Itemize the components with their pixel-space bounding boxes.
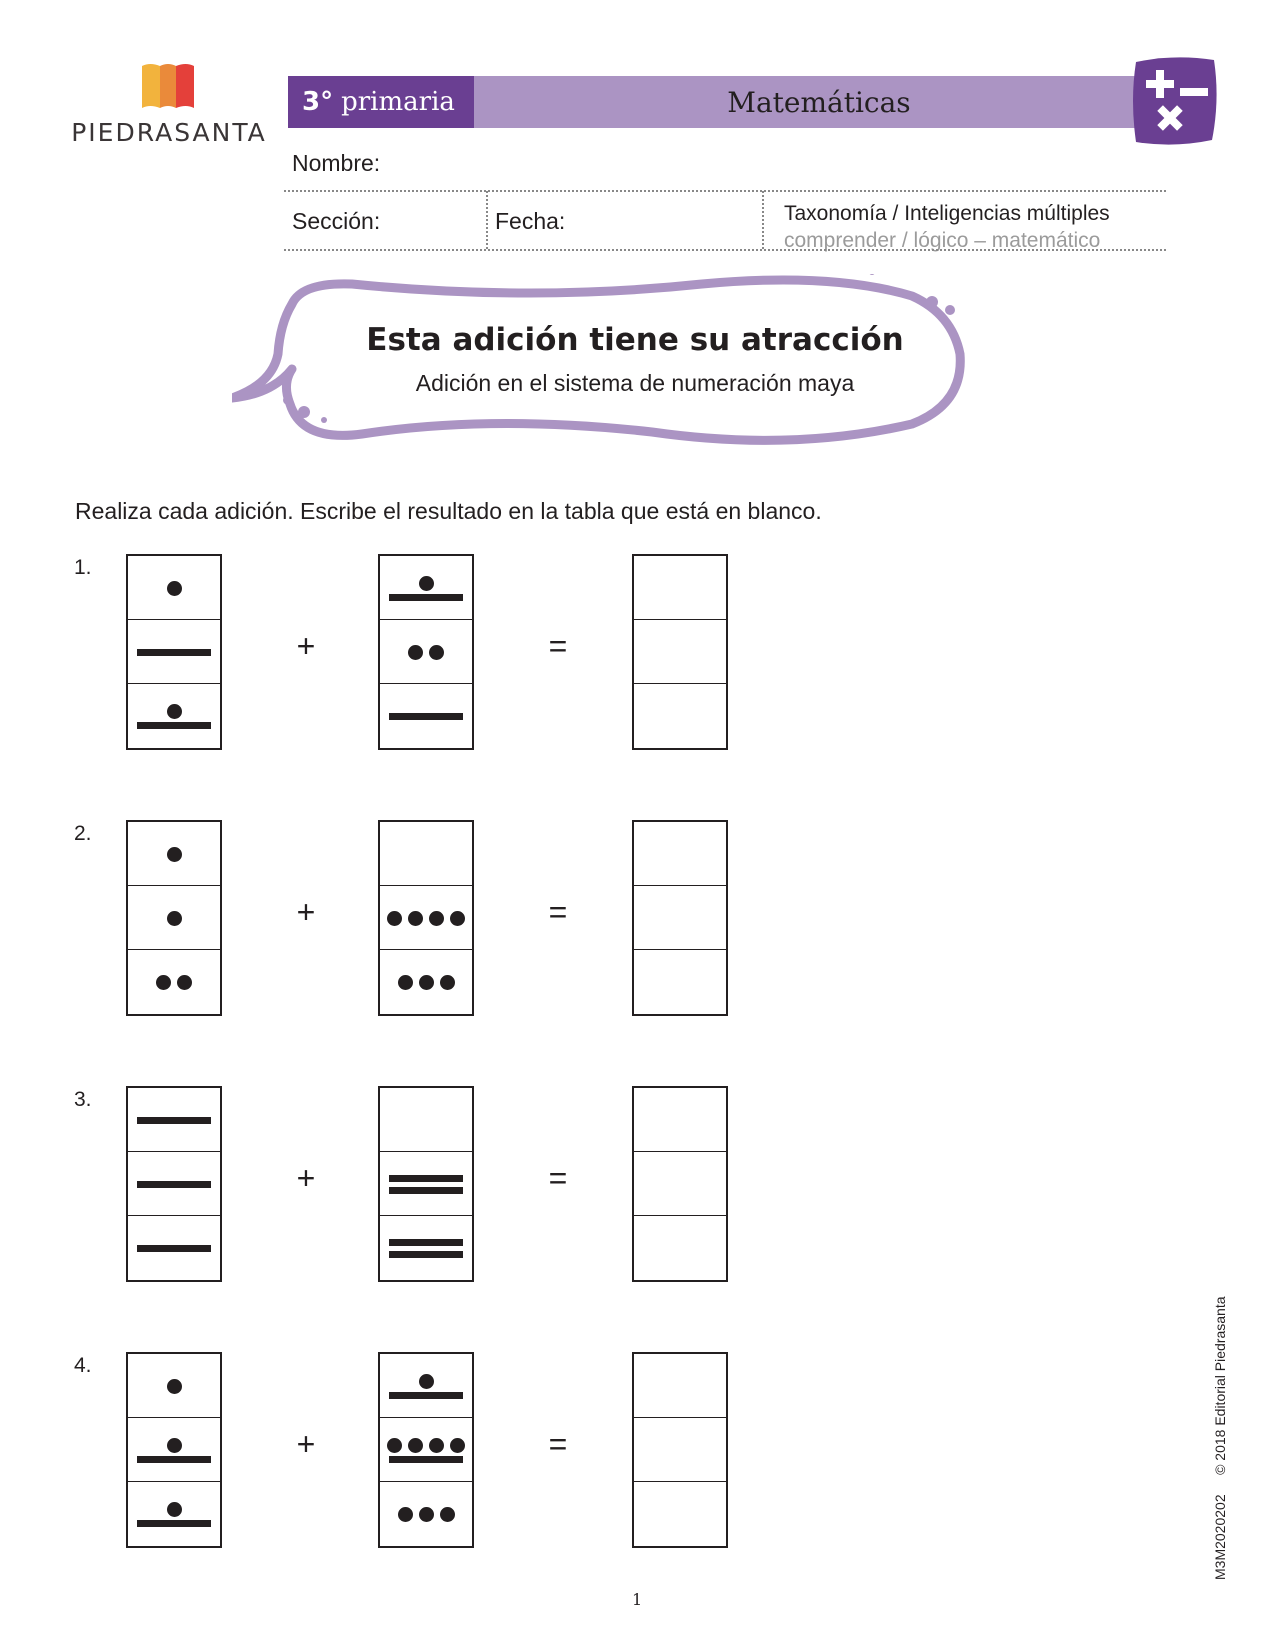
maya-dots: [398, 1507, 455, 1522]
maya-numeral: [128, 886, 220, 950]
maya-bar: [137, 1245, 211, 1252]
maya-dots: [408, 645, 444, 660]
maya-dot: [167, 704, 182, 719]
equals-sign: =: [548, 1160, 568, 1196]
copyright-text: © 2018 Editorial Piedrasanta: [1212, 1296, 1228, 1475]
maya-dot: [167, 911, 182, 926]
maya-dot: [398, 1507, 413, 1522]
equals-sign: =: [548, 894, 568, 930]
addend-1-table: [126, 554, 222, 750]
maya-dots: [167, 1502, 182, 1517]
grade-level: primaria: [341, 87, 455, 117]
maya-dot: [387, 911, 402, 926]
maya-level: [128, 950, 220, 1014]
equals-sign: =: [548, 1426, 568, 1462]
maya-dot: [408, 911, 423, 926]
maya-level: [380, 886, 472, 950]
maya-numeral: [380, 822, 472, 886]
maya-numeral: [380, 1418, 472, 1482]
grade-label: [288, 76, 474, 128]
answer-cell[interactable]: [634, 886, 726, 950]
grade-number: 3°: [302, 87, 334, 117]
equals-sign: =: [548, 628, 568, 664]
maya-bar: [389, 1239, 463, 1246]
footer-credits: [1212, 1296, 1228, 1580]
math-operations-icon: [1128, 54, 1220, 148]
nombre-label: Nombre:: [292, 150, 381, 176]
piedrasanta-logo-icon: [140, 62, 196, 112]
maya-level: [380, 620, 472, 684]
title-cloud-frame: [232, 274, 992, 454]
maya-dot: [440, 1507, 455, 1522]
exercise-number: 2.: [74, 822, 92, 845]
maya-bar: [137, 1181, 211, 1188]
maya-dot: [177, 975, 192, 990]
taxonomy-values: comprender / lógico – matemático: [784, 229, 1101, 252]
maya-dot: [167, 1379, 182, 1394]
maya-numeral: [128, 1354, 220, 1418]
maya-dot: [167, 1438, 182, 1453]
maya-level: [128, 1418, 220, 1482]
maya-bar: [137, 1520, 211, 1527]
plus-sign: +: [296, 894, 316, 930]
maya-dot: [408, 1438, 423, 1453]
maya-level: [128, 1088, 220, 1152]
maya-level: [380, 950, 472, 1014]
activity-subtitle: Adición en el sistema de numeración maya: [415, 370, 855, 396]
maya-bar: [137, 649, 211, 656]
maya-dots: [156, 975, 192, 990]
addend-1-table: [126, 1352, 222, 1548]
maya-bar: [137, 722, 211, 729]
maya-numeral: [380, 556, 472, 620]
addend-2-table: [378, 554, 474, 750]
maya-level: [380, 1354, 472, 1418]
maya-numeral: [128, 1152, 220, 1216]
nombre-line: [284, 190, 1166, 192]
maya-dot: [450, 911, 465, 926]
maya-level: [128, 620, 220, 684]
answer-cell[interactable]: [634, 950, 726, 1014]
exercise-number: 3.: [74, 1088, 92, 1111]
answer-cell[interactable]: [634, 1088, 726, 1152]
maya-dot: [167, 847, 182, 862]
maya-level: [380, 1152, 472, 1216]
maya-bar: [389, 594, 463, 601]
maya-numeral: [380, 684, 472, 748]
addend-1-table: [126, 1086, 222, 1282]
maya-bar: [137, 1456, 211, 1463]
maya-level: [380, 684, 472, 748]
maya-dot: [156, 975, 171, 990]
subject-title: Matemáticas: [727, 85, 911, 119]
maya-level: [128, 1482, 220, 1546]
publisher-logo-text: PIEDRASANTA: [71, 118, 267, 147]
maya-numeral: [128, 950, 220, 1014]
maya-numeral: [128, 822, 220, 886]
maya-bar: [389, 713, 463, 720]
maya-dot: [387, 1438, 402, 1453]
maya-level: [380, 1216, 472, 1280]
maya-dots: [167, 704, 182, 719]
maya-numeral: [380, 1216, 472, 1280]
addend-2-table: [378, 1086, 474, 1282]
maya-dot: [429, 1438, 444, 1453]
maya-numeral: [380, 1482, 472, 1546]
maya-dots: [167, 911, 182, 926]
maya-dots: [398, 975, 455, 990]
maya-level: [128, 684, 220, 748]
maya-numeral: [380, 1354, 472, 1418]
maya-numeral: [128, 1418, 220, 1482]
answer-cell[interactable]: [634, 1152, 726, 1216]
product-code: M3M2020202: [1212, 1494, 1228, 1580]
exercise-number: 1.: [74, 556, 92, 579]
addend-1-table: [126, 820, 222, 1016]
maya-numeral: [128, 620, 220, 684]
page-number: 1: [632, 1590, 643, 1609]
answer-cell[interactable]: [634, 620, 726, 684]
seccion-label: Sección:: [292, 208, 381, 234]
answer-table[interactable]: [632, 554, 728, 750]
maya-level: [128, 556, 220, 620]
maya-level: [380, 1418, 472, 1482]
maya-dot: [450, 1438, 465, 1453]
maya-dot: [440, 975, 455, 990]
addend-2-table: [378, 1352, 474, 1548]
maya-dots: [419, 1374, 434, 1389]
answer-table[interactable]: [632, 1352, 728, 1548]
maya-dot: [429, 911, 444, 926]
plus-sign: +: [296, 1160, 316, 1196]
maya-level: [128, 1152, 220, 1216]
maya-bar: [389, 1187, 463, 1194]
answer-table[interactable]: [632, 820, 728, 1016]
answer-table[interactable]: [632, 1086, 728, 1282]
maya-dots: [167, 581, 182, 596]
plus-sign: +: [296, 628, 316, 664]
maya-numeral: [128, 1482, 220, 1546]
instructions-text: Realiza cada adición. Escribe el resultado en la tabla que está en blanco.: [75, 498, 822, 524]
plus-sign: +: [296, 1426, 316, 1462]
answer-cell[interactable]: [634, 1354, 726, 1418]
maya-level: [380, 1088, 472, 1152]
exercise-number: 4.: [74, 1354, 92, 1377]
maya-numeral: [380, 620, 472, 684]
maya-numeral: [128, 1088, 220, 1152]
maya-dot: [429, 645, 444, 660]
maya-dot: [167, 1502, 182, 1517]
field-divider: [486, 191, 488, 249]
maya-dot: [419, 576, 434, 591]
maya-numeral: [128, 1216, 220, 1280]
maya-numeral: [380, 1088, 472, 1152]
activity-title: Esta adición tiene su atracción: [366, 322, 904, 358]
maya-dots: [167, 847, 182, 862]
taxonomy-title: Taxonomía / Inteligencias múltiples: [784, 202, 1110, 225]
maya-dots: [167, 1438, 182, 1453]
fecha-label: Fecha:: [495, 208, 566, 234]
answer-cell[interactable]: [634, 1216, 726, 1280]
maya-dot: [419, 975, 434, 990]
maya-dot: [398, 975, 413, 990]
maya-dot: [408, 645, 423, 660]
maya-bar: [389, 1251, 463, 1258]
answer-cell[interactable]: [634, 1482, 726, 1546]
maya-numeral: [380, 1152, 472, 1216]
taxonomy-block: [784, 200, 1110, 254]
maya-dots: [167, 1379, 182, 1394]
maya-dot: [419, 1374, 434, 1389]
maya-dots: [419, 576, 434, 591]
section-line: [284, 249, 1166, 251]
answer-cell[interactable]: [634, 1418, 726, 1482]
maya-level: [380, 822, 472, 886]
maya-bar: [389, 1175, 463, 1182]
maya-level: [380, 556, 472, 620]
maya-bar: [389, 1456, 463, 1463]
maya-numeral: [128, 556, 220, 620]
maya-numeral: [380, 886, 472, 950]
maya-level: [128, 886, 220, 950]
maya-bar: [137, 1117, 211, 1124]
maya-level: [380, 1482, 472, 1546]
answer-cell[interactable]: [634, 556, 726, 620]
answer-cell[interactable]: [634, 684, 726, 748]
maya-bar: [389, 1392, 463, 1399]
maya-level: [128, 1216, 220, 1280]
maya-dot: [419, 1507, 434, 1522]
maya-dot: [167, 581, 182, 596]
maya-level: [128, 1354, 220, 1418]
maya-dots: [387, 1438, 465, 1453]
maya-dots: [387, 911, 465, 926]
answer-cell[interactable]: [634, 822, 726, 886]
maya-numeral: [380, 950, 472, 1014]
field-divider: [762, 191, 764, 249]
maya-level: [128, 822, 220, 886]
maya-numeral: [128, 684, 220, 748]
addend-2-table: [378, 820, 474, 1016]
